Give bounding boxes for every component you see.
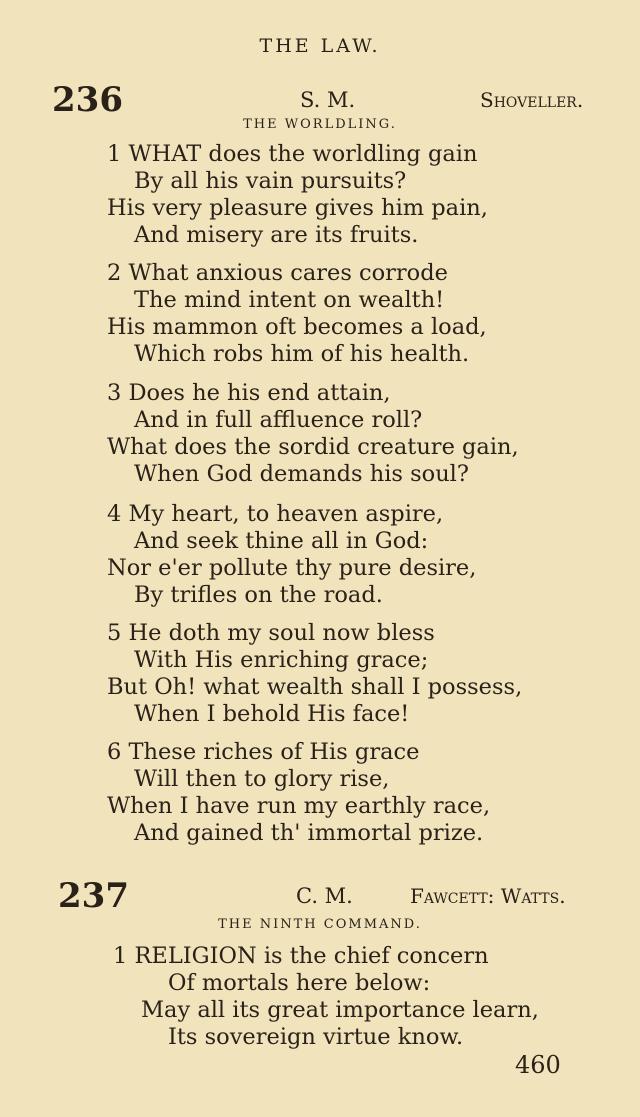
verse-line: 1 RELIGION is the chief concern — [113, 943, 489, 969]
hymn-header — [0, 80, 640, 120]
verse-line: By all his vain pursuits? — [134, 168, 407, 194]
verse-line: And misery are its fruits. — [134, 222, 419, 248]
verse-line: 2 What anxious cares corrode — [107, 260, 448, 286]
verse — [0, 501, 640, 609]
hymn-meter: S. M. — [300, 88, 356, 112]
verse-number: 4 — [107, 501, 122, 527]
verse — [0, 943, 640, 1051]
verse-number: 1 — [113, 943, 128, 969]
verse-line: But Oh! what wealth shall I possess, — [107, 674, 523, 700]
hymn-number: 236 — [52, 80, 123, 120]
verse-line: Of mortals here below: — [168, 970, 431, 996]
verse-number: 3 — [107, 380, 122, 406]
verse-number: 5 — [107, 620, 122, 646]
verse-line: 4 My heart, to heaven aspire, — [107, 501, 444, 527]
verse — [0, 739, 640, 847]
verse — [0, 380, 640, 488]
verse-line: With His enriching grace; — [134, 647, 429, 673]
verse-line: The mind intent on wealth! — [134, 287, 445, 313]
verse-line: 6 These riches of His grace — [107, 739, 420, 765]
verse-line: When I have run my earthly race, — [107, 793, 491, 819]
verse-line: And in full affluence roll? — [134, 407, 423, 433]
hymn-meter: C. M. — [296, 884, 353, 908]
verse-line: 3 Does he his end attain, — [107, 380, 391, 406]
page-number: 460 — [515, 1051, 561, 1079]
verse-line: When God demands his soul? — [134, 461, 469, 487]
verse-line: 5 He doth my soul now bless — [107, 620, 435, 646]
verse-line: And seek thine all in God: — [134, 528, 429, 554]
verse-line: Will then to glory rise, — [134, 766, 390, 792]
verse-line: And gained th' immortal prize. — [134, 820, 484, 846]
hymn-number: 237 — [58, 876, 129, 916]
verse-line: 1 WHAT does the worldling gain — [107, 141, 478, 167]
hymn-tune: Shoveller. — [480, 88, 584, 112]
verse-line: What does the sordid creature gain, — [107, 434, 519, 460]
hymn-header — [0, 876, 640, 916]
verse — [0, 260, 640, 368]
verse-line: When I behold His face! — [134, 701, 410, 727]
verse-number: 1 — [107, 141, 122, 167]
verse-line: By trifles on the road. — [134, 582, 383, 608]
hymn-tune: Fawcett: Watts. — [410, 884, 566, 908]
verse-line: May all its great importance learn, — [141, 997, 539, 1023]
verse — [0, 141, 640, 249]
verse-number: 2 — [107, 260, 122, 286]
running-head: THE LAW. — [259, 35, 381, 57]
verse-line: Nor e'er pollute thy pure desire, — [107, 555, 477, 581]
verse — [0, 620, 640, 728]
verse-line: Which robs him of his health. — [134, 341, 470, 367]
hymn-subtitle: THE NINTH COMMAND. — [218, 917, 422, 932]
verse-number: 6 — [107, 739, 122, 765]
hymn-subtitle: THE WORLDLING. — [243, 117, 397, 132]
verse-line: His very pleasure gives him pain, — [107, 195, 488, 221]
verse-line: His mammon oft becomes a load, — [107, 314, 487, 340]
verse-line: Its sovereign virtue know. — [168, 1024, 464, 1050]
